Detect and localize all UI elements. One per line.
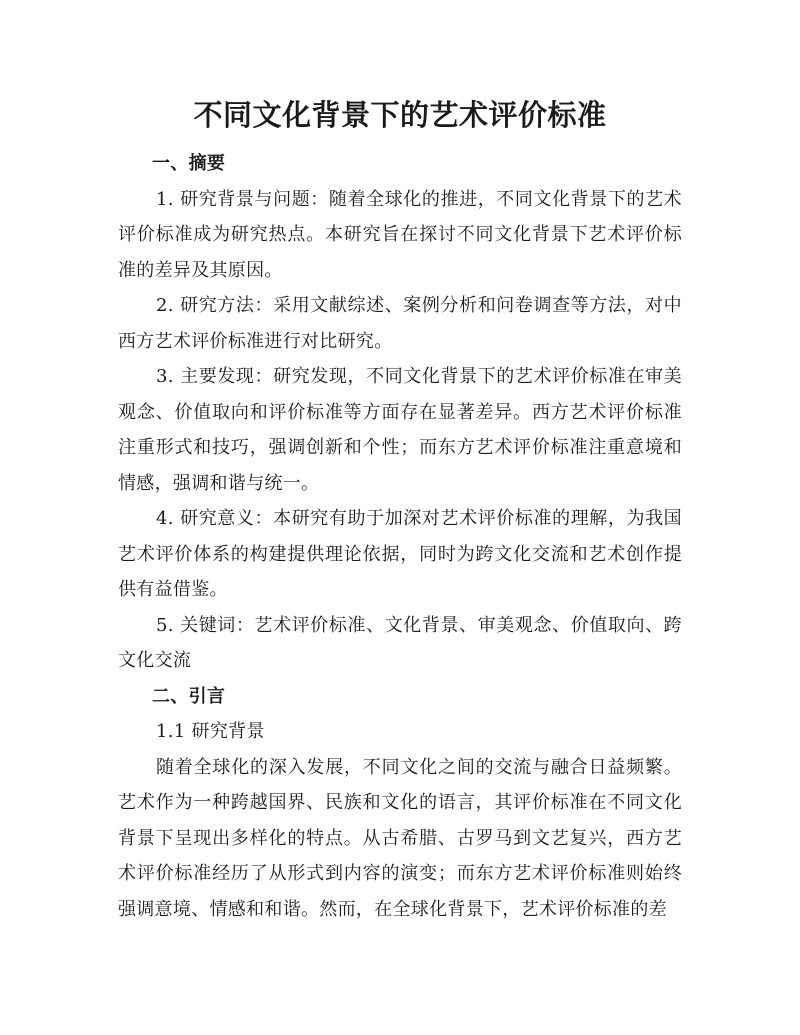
abstract-paragraph-4: 4. 研究意义：本研究有助于加深对艺术评价标准的理解，为我国艺术评价体系的构建提供理论依据，同时为跨文化交流和艺术创作提供有益借鉴。 — [118, 508, 682, 600]
subsection-heading-background: 1.1 研究背景 — [156, 721, 265, 742]
abstract-paragraph-1: 1. 研究背景与问题：随着全球化的推进，不同文化背景下的艺术评价标准成为研究热点。本研究旨在探讨不同文化背景下艺术评价标准的差异及其原因。 — [118, 188, 682, 281]
abstract-paragraph-5: 5. 关键词：艺术评价标准、文化背景、审美观念、价值取向、跨文化交流 — [118, 614, 682, 671]
section-heading-abstract: 一、摘要 — [152, 153, 226, 174]
section-heading-introduction: 二、引言 — [152, 685, 226, 707]
introduction-paragraph: 随着全球化的深入发展，不同文化之间的交流与融合日益频繁。艺术作为一种跨越国界、民族和文化的语言，其评价标准在不同文化背景下呈现出多样化的特点。从古希腊、古罗马到文艺复兴，西方艺术评价标准经历了从形式到内容的演变；而东方艺术评价标准则始终强调意境、情感和和谐。然而，在全球化背景下，艺术评价标准的差 — [118, 756, 682, 920]
abstract-paragraph-2: 2. 研究方法：采用文献综述、案例分析和问卷调查等方法，对中西方艺术评价标准进行对比研究。 — [118, 295, 682, 352]
document-body — [118, 146, 682, 927]
abstract-paragraph-3: 3. 主要发现：研究发现，不同文化背景下的艺术评价标准在审美观念、价值取向和评价标准等方面存在显著差异。西方艺术评价标准注重形式和技巧，强调创新和个性；而东方艺术评价标准注重意境和情感，强调和谐与统一。 — [118, 366, 682, 494]
document-title: 不同文化背景下的艺术评价标准 — [193, 98, 607, 132]
